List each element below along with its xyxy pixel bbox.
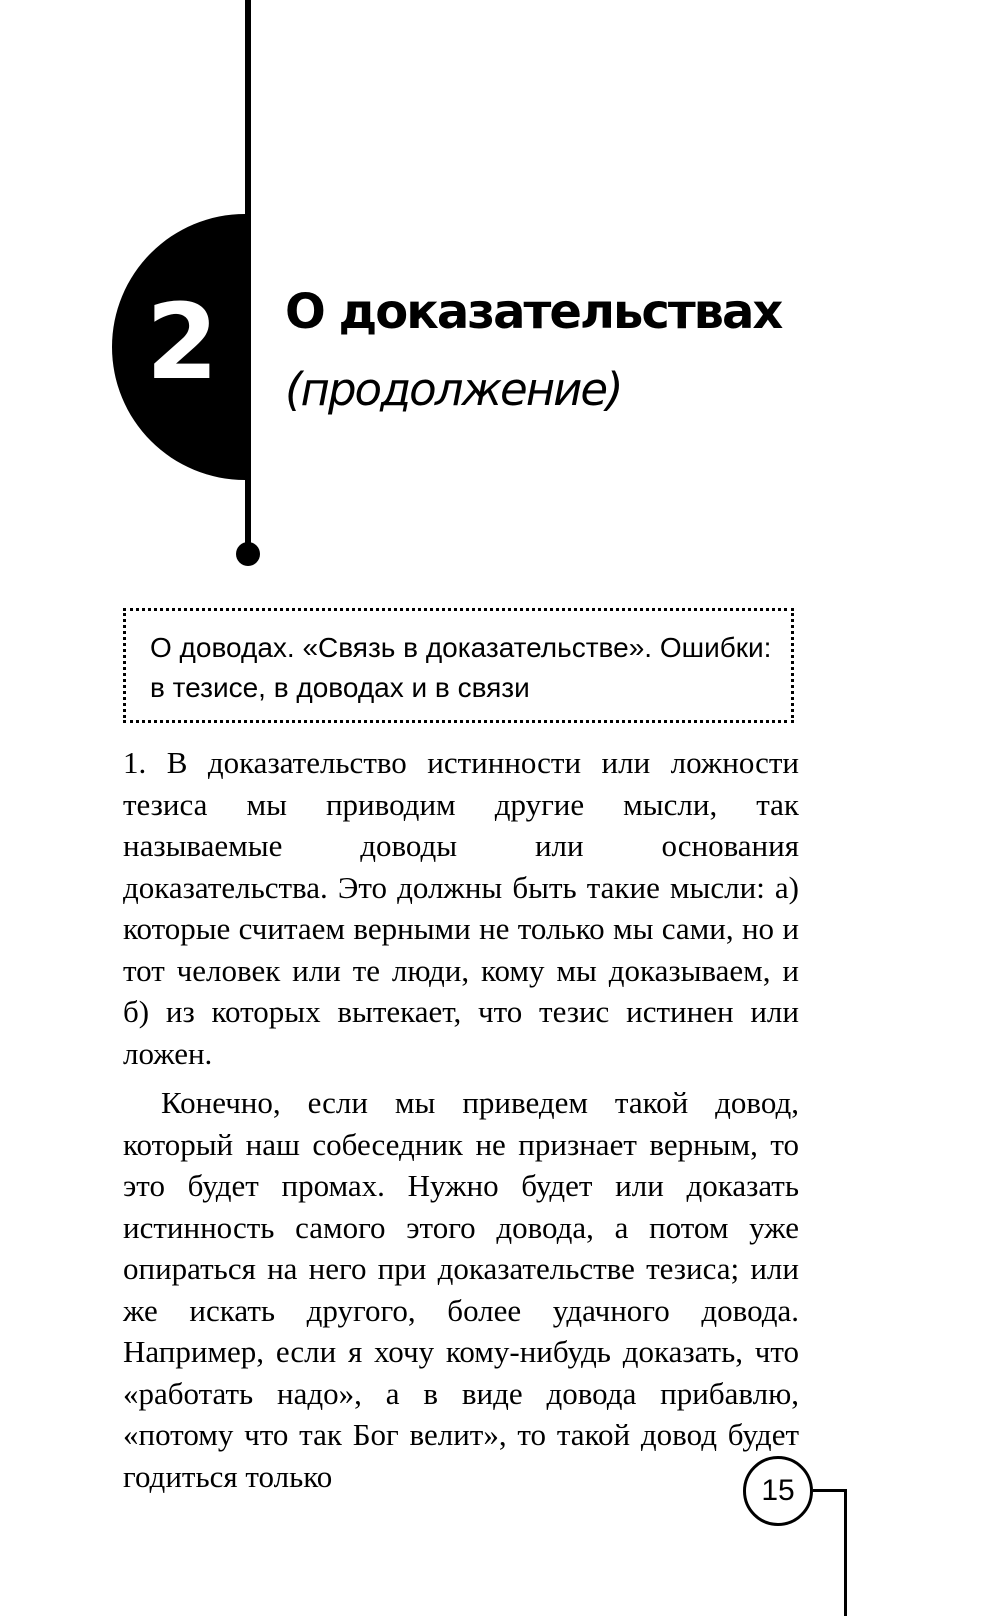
paragraph-1: 1. В доказательство истинности или ложности тезиса мы приводим другие мысли, так называемые доводы или основания доказательства. Это должны быть такие мысли: а) которые считаем верными не только мы сами, но и тот человек или те люди, кому мы доказываем, и б) из которых вытекает, что тезис истинен или ложен. xyxy=(123,745,799,1071)
page-marker-line-horizontal xyxy=(813,1489,847,1492)
chapter-summary xyxy=(150,628,790,708)
body-text xyxy=(123,742,799,1505)
summary-line-2: в тезисе, в доводах и в связи xyxy=(150,672,530,703)
chapter-title: О доказательствах xyxy=(285,284,782,340)
chapter-number: 2 xyxy=(146,281,217,403)
chapter-marker-dot xyxy=(236,542,260,566)
summary-line-1: О доводах. «Связь в доказательстве». Ошибки: xyxy=(150,632,772,663)
page-number: 15 xyxy=(761,1474,795,1507)
chapter-subtitle: (продолжение) xyxy=(285,363,622,416)
page-marker-line-vertical xyxy=(844,1489,847,1616)
paragraph-2: Конечно, если мы приведем такой довод, который наш собеседник не признает верным, то это будет промах. Нужно будет или доказать истинность самого этого довода, а потом уже опираться на него при доказательстве тезиса; или же искать другого, более удачного довода. Например, если я хочу кому-нибудь доказать, что «работать надо», а в виде довода прибавлю, «потому что так Бог велит», то такой довод будет годиться только xyxy=(123,1085,799,1494)
chapter-marker-line xyxy=(245,0,251,555)
